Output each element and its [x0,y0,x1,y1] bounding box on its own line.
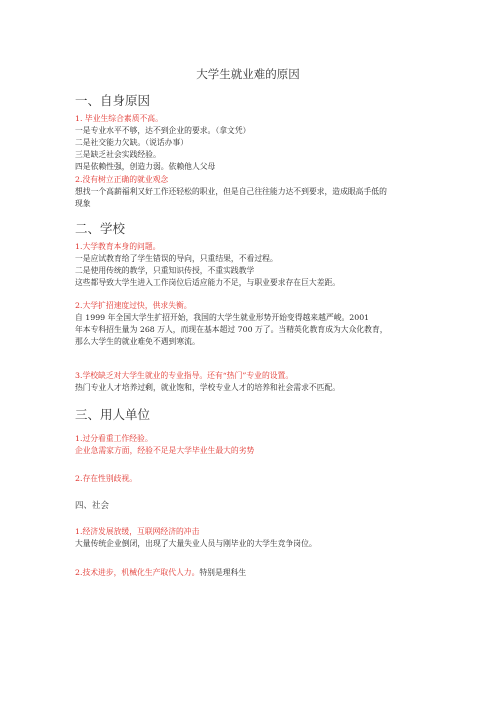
self-p1-line: 四是依赖性强，创造力弱。依赖他人父母 [75,162,216,171]
school-p2-head: 2.大学扩招速度过快，供求失衡。 [75,301,192,310]
society-p2-head [75,567,246,578]
self-p1-line: 一是专业水平不够，达不到企业的要求。（拿文凭） [75,126,251,135]
self-p1-line: 三是缺乏社会实践经验。 [75,150,161,159]
school-p3-line: 热门专业人才培养过剩，就业饱和，学校专业人才的培养和社会需求不匹配。 [75,383,341,392]
society-p1-line: 大量传统企业倒闭，出现了大量失业人员与刚毕业的大学生竞争岗位。 [75,539,317,548]
self-p1-line: 二是社交能力欠缺。（说话办事） [75,138,189,147]
school-p2-line: 那么大学生的就业难免不遇到寒流。 [75,337,200,346]
school-p2-line: 自 1999 年全国大学生扩招开始，我国的大学生就业形势开始变得越来越严峻。2001 [75,313,370,322]
self-p2-line: 现象 [75,199,91,208]
self-p2-line: 想找一个高薪福利又好工作还轻松的职业，但是自己往往能力达不到要求，造成眼高手低的 [75,187,387,196]
school-p1-line: 一是应试教育给了学生错误的导向，只重结果，不看过程。 [75,254,278,263]
society-p2-head-red: 2.技术进步，机械化生产取代人力。 [75,568,200,577]
heading-employer: 三、用人单位 [75,407,151,422]
document-title: 大学生就业难的原因 [196,67,300,81]
employer-p2-head: 2.存在性别歧视。 [75,474,138,483]
heading-society: 四、社会 [75,501,110,511]
society-p1-head: 1.经济发展放缓，互联网经济的冲击 [75,527,200,536]
heading-self: 一、自身原因 [75,93,151,108]
society-p2-head-rest: 特别是理科生 [199,568,247,577]
employer-p1-head: 1.过分看重工作经验。 [75,434,153,443]
employer-p1-line: 企业急需家方面，经验不足是大学毕业生最大的劣势 [75,446,255,455]
school-p1-line: 二是使用传统的教学，只重知识传授，不重实践教学 [75,266,255,275]
school-p3-head: 3.学校缺乏对大学生就业的专业指导。还有“热门”专业的设置。 [75,371,294,380]
school-p2-line: 年本专科招生量为 268 万人，而现在基本超过 700 万了。当精英化教育成为大众化教育， [75,325,388,334]
self-p2-head: 2.没有树立正确的就业观念 [75,175,169,184]
heading-school: 二、学校 [75,221,126,236]
school-p1-line: 这些都导致大学生进入工作岗位后适应能力不足，与职业要求存在巨大差距。 [75,278,341,287]
self-p1-head: 1. 毕业生综合素质不高。 [75,114,163,123]
school-p1-head: 1.大学教育本身的问题。 [75,242,161,251]
